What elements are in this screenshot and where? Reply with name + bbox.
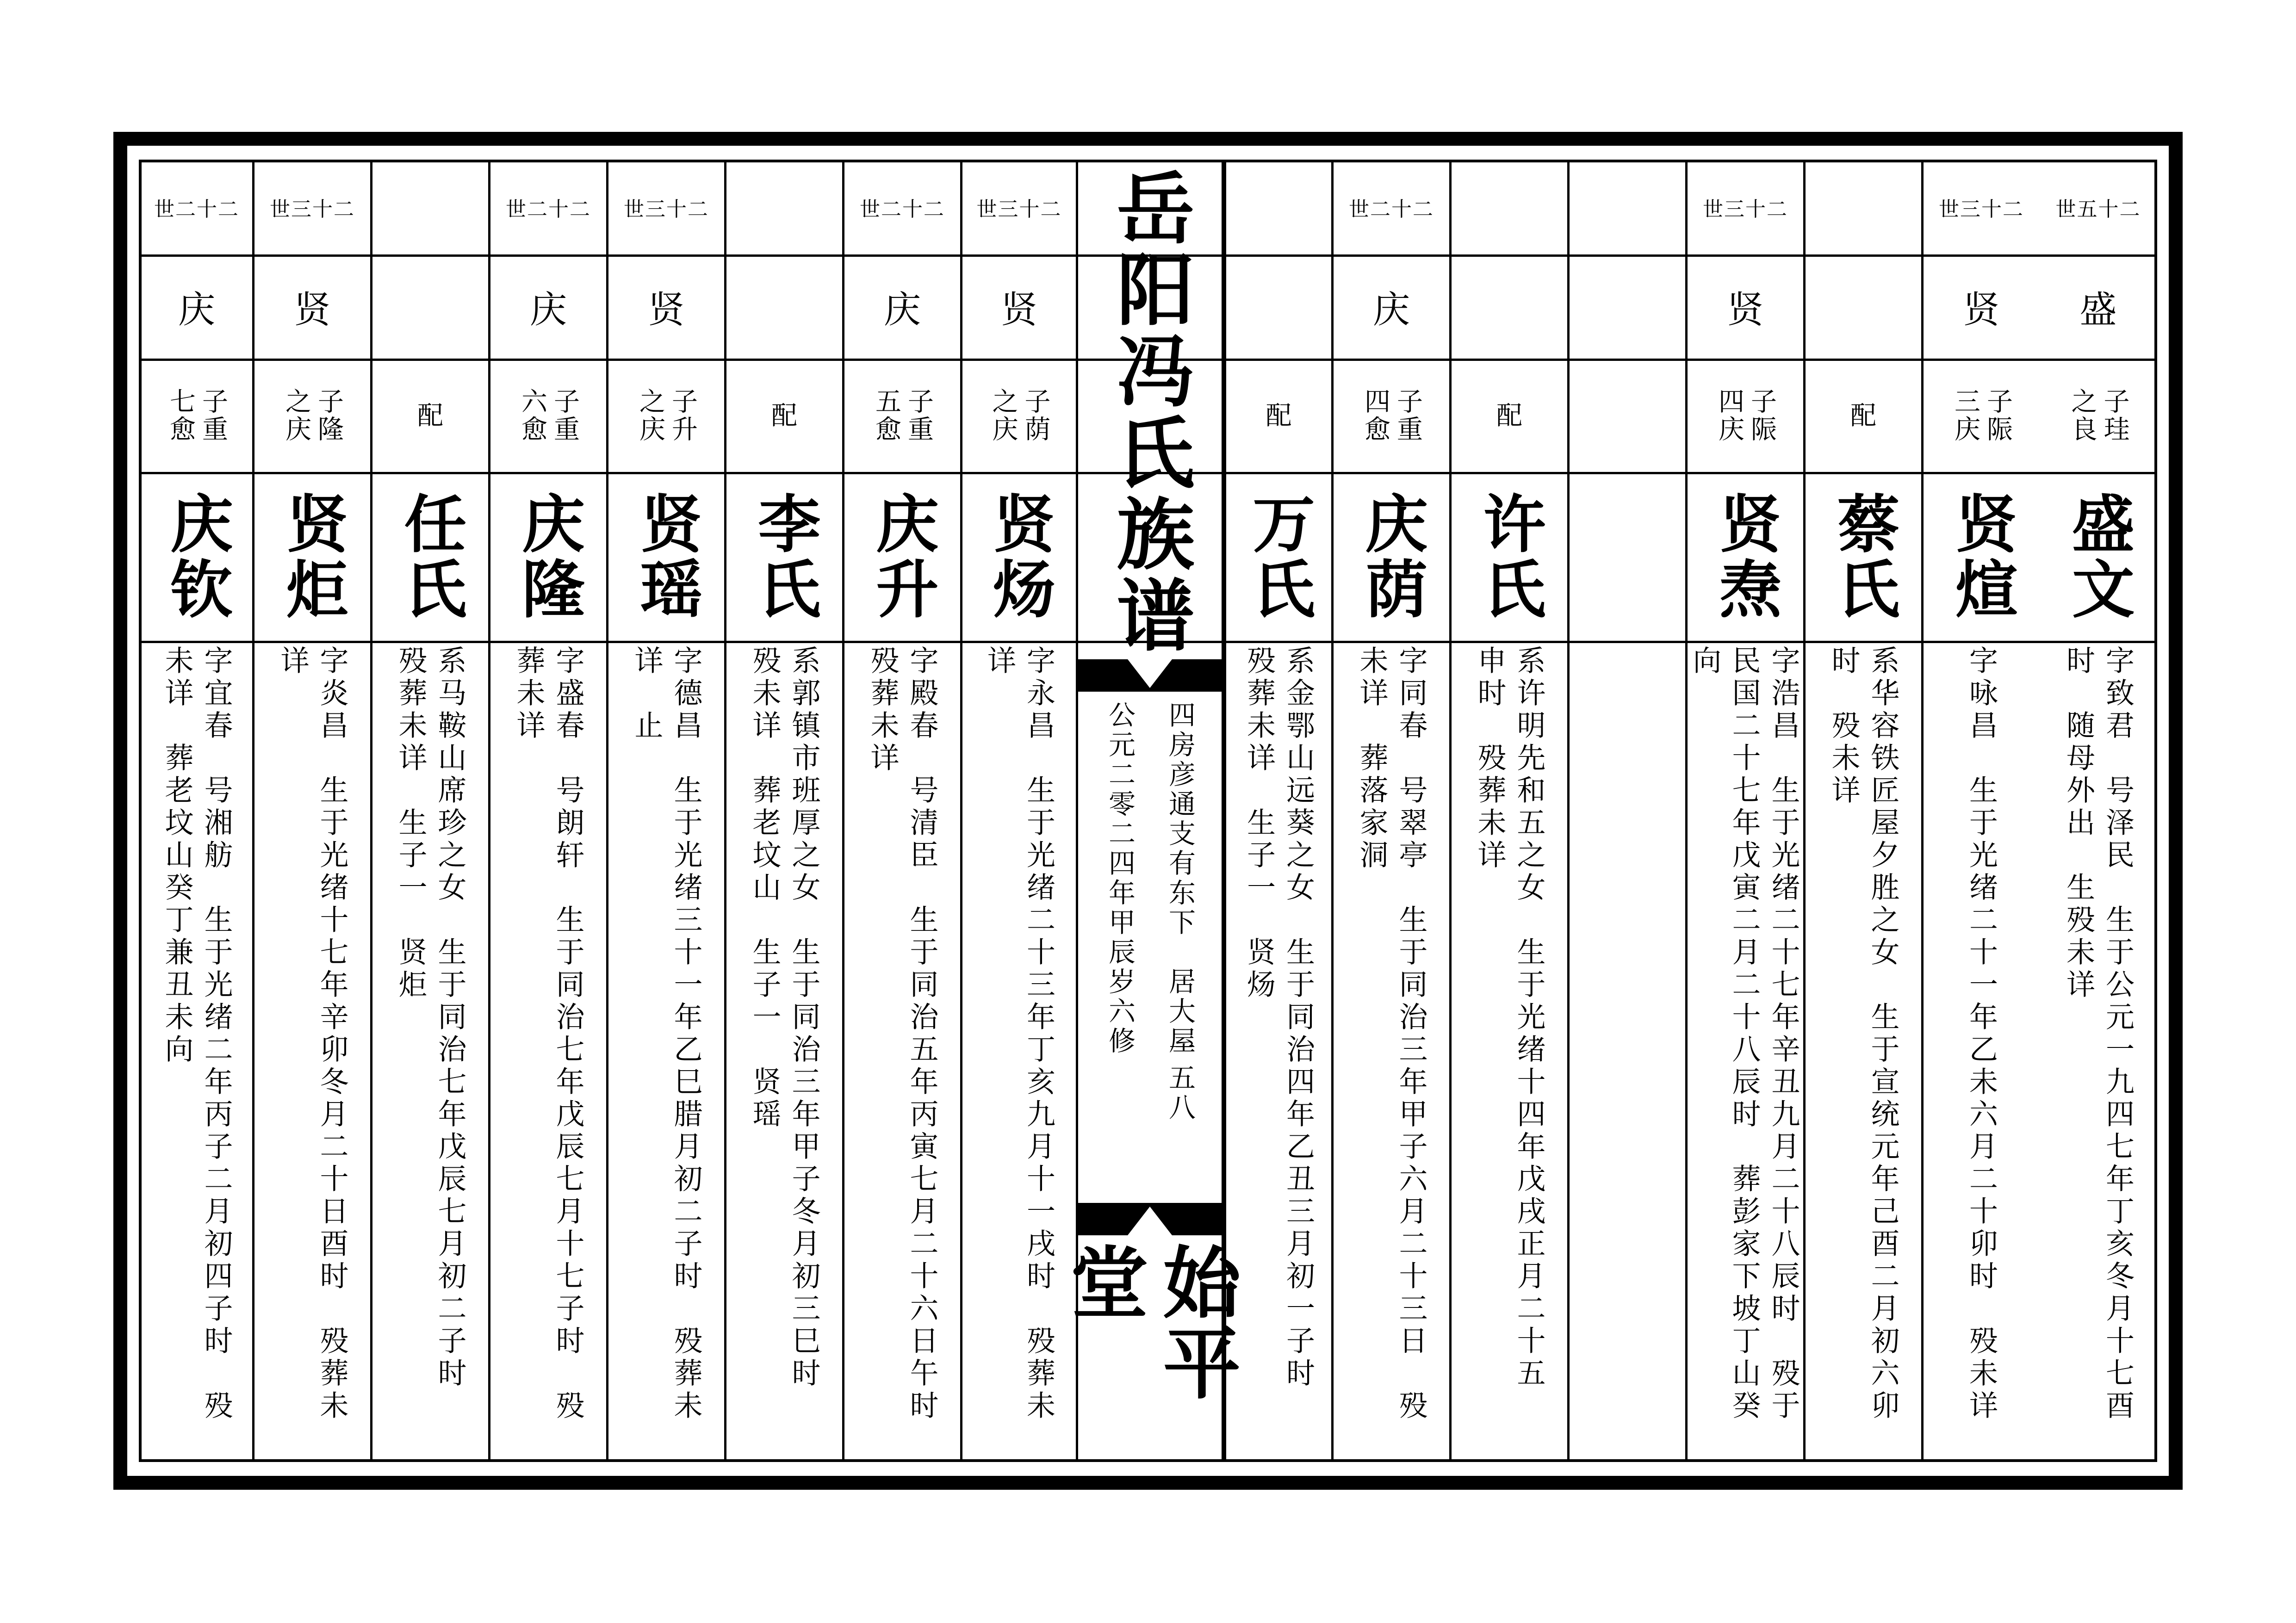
- biography-text: 字同春 号翠亭 生于同治三年甲子六月二十三日 殁 未详 葬落家洞: [1355, 645, 1428, 1423]
- relation-cell: [254, 359, 370, 472]
- relation-cell: [1806, 359, 1921, 472]
- generation-label: 世五十二: [2055, 197, 2141, 221]
- name-cell: [726, 472, 842, 641]
- generation-label: 世三十二: [624, 197, 709, 221]
- relation-cell: [962, 359, 1076, 472]
- name-cell: [1924, 472, 2039, 641]
- person-name: 李氏: [748, 491, 821, 622]
- generation-cell: [1570, 160, 1685, 254]
- generation-character-cell: [1924, 254, 2039, 359]
- relation-text: [282, 388, 342, 443]
- hall-name: [1058, 1242, 1242, 1462]
- relation-text: [414, 402, 447, 429]
- relation-cell: [1334, 359, 1449, 472]
- biography-text: 系华容铁匠屋夕胜之女 生于宣统元年己酉二月初六卯 时 殁未详: [1827, 645, 1900, 1423]
- person-name: 庆隆: [512, 491, 585, 622]
- person-name: 万氏: [1242, 491, 1316, 622]
- generation-character-cell: [844, 254, 960, 359]
- relation-cell: [2039, 359, 2157, 472]
- relation-cell: [1570, 359, 1685, 472]
- biography-cell: [372, 641, 488, 1462]
- biography-cell: [726, 641, 842, 1462]
- hall-name-text: 始平堂: [1058, 1242, 1242, 1403]
- center-spine: [1058, 160, 1242, 1462]
- generation-character-cell: [1570, 254, 1685, 359]
- biography-cell: [1688, 641, 1803, 1462]
- generation-character-cell: [1688, 254, 1803, 359]
- person-name: 盛文: [2061, 491, 2135, 622]
- generation-cell: [608, 160, 724, 254]
- biography-text: 字浩昌 生于光绪二十七年辛丑九月二十八辰时 殁于 民国二十七年戊寅二月二十八辰时 葬彭家下坡丁山癸 向: [1688, 645, 1800, 1423]
- relation-line-a: 四庆: [1714, 387, 1744, 443]
- branch-line: [1148, 701, 1212, 1056]
- generation-character-cell: [2039, 254, 2157, 359]
- generation-character: 庆: [178, 288, 215, 331]
- generation-cell: [141, 160, 252, 254]
- register-column: [370, 160, 488, 1462]
- relation-cell: [372, 359, 488, 472]
- generation-character-cell: [1806, 254, 1921, 359]
- name-cell: [372, 472, 488, 641]
- generation-cell: [372, 160, 488, 254]
- relation-cell: [726, 359, 842, 472]
- generation-character-cell: [726, 254, 842, 359]
- biography-text: 字盛春 号朗轩 生于同治七年戊辰七月十七子时 殁 葬未详: [512, 645, 585, 1423]
- relation-line-b: 子重: [198, 387, 228, 443]
- biography-cell: [1924, 641, 2039, 1462]
- relation-text: [768, 402, 800, 429]
- person-name: 庆荫: [1355, 491, 1428, 622]
- register-column: [252, 160, 370, 1462]
- edition-line: [1087, 701, 1152, 1056]
- relation-cell: [490, 359, 606, 472]
- register-column: [1449, 160, 1567, 1462]
- generation-character: 贤: [1727, 288, 1764, 331]
- relation-text: [1361, 388, 1421, 443]
- biography-cell: [1452, 641, 1567, 1462]
- name-cell: [141, 472, 252, 641]
- relation-text: [1715, 388, 1775, 443]
- name-cell: [1452, 472, 1567, 641]
- generation-character-cell: [608, 254, 724, 359]
- name-cell: [1226, 472, 1331, 641]
- generation-character: 贤: [648, 288, 685, 331]
- person-name: 贤瑶: [630, 491, 703, 622]
- relation-line-a: 七愈: [166, 387, 196, 443]
- relation-line-a: 四愈: [1360, 387, 1390, 443]
- generation-label: 世二十二: [506, 197, 591, 221]
- book-title-text: 岳阳冯氏族谱: [1104, 168, 1196, 657]
- generation-label: 世二十二: [1349, 197, 1434, 221]
- spine-band-bottom: [1078, 1203, 1222, 1235]
- generation-cell: [2039, 160, 2157, 254]
- generation-character: 盛: [2079, 288, 2117, 331]
- name-cell: [962, 472, 1076, 641]
- relation-line-a: 配: [1846, 401, 1876, 429]
- generation-character: 庆: [530, 288, 567, 331]
- generation-cell: [1226, 160, 1331, 254]
- person-name: 贤煊: [1945, 491, 2018, 622]
- branch-text: 四房彦通支有东下 居大屋: [1164, 701, 1196, 1056]
- relation-cell: [608, 359, 724, 472]
- relation-text: [2068, 388, 2128, 443]
- relation-line-a: 三庆: [1950, 387, 1980, 443]
- edition-text: 公元二零二四年甲辰岁六修: [1104, 701, 1136, 1056]
- generation-label: 世三十二: [270, 197, 355, 221]
- biography-text: 字致君 号泽民 生于公元一九四七年丁亥冬月十七酉 时 随母外出 生殁未详: [2061, 645, 2135, 1423]
- generation-label: 世三十二: [1939, 197, 2024, 221]
- name-cell: [490, 472, 606, 641]
- generation-cell: [1688, 160, 1803, 254]
- person-name: 许氏: [1473, 491, 1546, 622]
- relation-line-b: 子隆: [314, 387, 344, 443]
- register-column: [488, 160, 606, 1462]
- generation-label: 世二十二: [860, 197, 945, 221]
- generation-cell: [844, 160, 960, 254]
- register-column: [1685, 160, 1803, 1462]
- generation-character-cell: [372, 254, 488, 359]
- biography-cell: [1806, 641, 1921, 1462]
- relation-line-a: 配: [767, 401, 797, 429]
- relation-line-a: 六愈: [517, 387, 547, 443]
- relation-line-a: 之庆: [988, 387, 1018, 443]
- relation-line-b: 子重: [904, 387, 934, 443]
- generation-character-cell: [254, 254, 370, 359]
- register-column: [606, 160, 724, 1462]
- generation-character-cell: [1334, 254, 1449, 359]
- person-name: 贤炬: [276, 491, 349, 622]
- biography-cell: [844, 641, 960, 1462]
- relation-cell: [1688, 359, 1803, 472]
- biography-text: 系马鞍山席珍之女 生于同治七年戊辰七月初二子时 殁葬未详 生子一 贤炬: [394, 645, 467, 1390]
- register-column: [1803, 160, 1921, 1462]
- relation-line-a: 配: [1492, 401, 1522, 429]
- generation-label: 世三十二: [976, 197, 1062, 221]
- name-cell: [608, 472, 724, 641]
- generation-cell: [962, 160, 1076, 254]
- relation-cell: [1924, 359, 2039, 472]
- register-column: [1331, 160, 1449, 1462]
- biography-text: 系许明先和五之女 生于光绪十四年戊戌正月二十五 申时 殁葬未详: [1473, 645, 1546, 1390]
- relation-text: [636, 388, 696, 443]
- relation-line-b: 子重: [1393, 387, 1423, 443]
- biography-text: 字永昌 生于光绪二十三年丁亥九月十一戌时 殁葬未 详: [982, 645, 1056, 1423]
- relation-text: [989, 388, 1049, 443]
- person-name: 贤焘: [1709, 491, 1782, 622]
- register-column: [842, 160, 960, 1462]
- relation-line-b: 子重: [550, 387, 580, 443]
- generation-character: 贤: [1963, 288, 2000, 331]
- relation-text: [1951, 388, 2011, 443]
- relation-line-a: 五愈: [871, 387, 901, 443]
- register-column: [139, 160, 252, 1462]
- name-cell: [844, 472, 960, 641]
- register-column: [1921, 160, 2039, 1462]
- relation-text: [167, 388, 227, 443]
- biography-cell: [2039, 641, 2157, 1462]
- relation-text: [872, 388, 932, 443]
- person-name: 庆升: [866, 491, 939, 622]
- relation-text: [1847, 402, 1880, 429]
- relation-text: [1493, 402, 1526, 429]
- biography-cell: [254, 641, 370, 1462]
- relation-text: [518, 388, 578, 443]
- biography-text: 字宜春 号湘舫 生于光绪二年丙子二月初四子时 殁 未详 葬老坟山癸丁兼丑未向: [160, 645, 233, 1423]
- generation-character-cell: [1226, 254, 1331, 359]
- biography-cell: [141, 641, 252, 1462]
- generation-character-cell: [141, 254, 252, 359]
- person-name: 庆钦: [160, 491, 234, 622]
- relation-line-b: 子陙: [1983, 387, 2013, 443]
- biography-text: 字炎昌 生于光绪十七年辛卯冬月二十日酉时 殁葬未 详: [276, 645, 349, 1423]
- biography-text: 字殿春 号清臣 生于同治五年丙寅七月二十六日午时 殁葬未详: [866, 645, 939, 1423]
- relation-line-b: 子升: [668, 387, 698, 443]
- biography-cell: [490, 641, 606, 1462]
- generation-character-cell: [1452, 254, 1567, 359]
- relation-cell: [844, 359, 960, 472]
- register-column: [724, 160, 842, 1462]
- biography-text: 字德昌 生于光绪三十一年乙巳腊月初二子时 殁葬未 详 止: [630, 645, 703, 1423]
- generation-cell: [254, 160, 370, 254]
- person-name: 贤炀: [982, 491, 1056, 622]
- biography-cell: [1334, 641, 1449, 1462]
- relation-line-a: 之庆: [635, 387, 665, 443]
- relation-cell: [1452, 359, 1567, 472]
- page-number-text: 一五八: [1164, 1034, 1196, 1123]
- relation-text: [1263, 402, 1295, 429]
- name-cell: [1806, 472, 1921, 641]
- generation-label: 世三十二: [1703, 197, 1788, 221]
- relation-line-a: 配: [1261, 401, 1292, 429]
- generation-cell: [1334, 160, 1449, 254]
- biography-cell: [1570, 641, 1685, 1462]
- biography-text: 系金鄂山远葵之女 生于同治四年乙丑三月初一子时 殁葬未详 生子一 贤炀: [1242, 645, 1316, 1390]
- person-name: 蔡氏: [1827, 491, 1900, 622]
- register-column: [1567, 160, 1685, 1462]
- generation-character-cell: [490, 254, 606, 359]
- name-cell: [1570, 472, 1685, 641]
- spine-band-top: [1078, 659, 1222, 692]
- generation-character: 贤: [294, 288, 331, 331]
- generation-character-cell: [962, 254, 1076, 359]
- name-cell: [1688, 472, 1803, 641]
- name-cell: [2039, 472, 2157, 641]
- relation-cell: [141, 359, 252, 472]
- relation-line-b: 子荫: [1020, 387, 1051, 443]
- generation-character: 庆: [884, 288, 921, 331]
- book-title: [1078, 160, 1222, 659]
- relation-cell: [1226, 359, 1331, 472]
- name-cell: [254, 472, 370, 641]
- generation-cell: [490, 160, 606, 254]
- biography-text: 字咏昌 生于光绪二十一年乙未六月二十卯时 殁未详: [1964, 645, 1998, 1423]
- generation-cell: [1806, 160, 1921, 254]
- biography-text: 系郭镇市班厚之女 生于同治三年甲子冬月初三巳时 殁未详 葬老坟山 生子一 贤瑶: [748, 645, 821, 1390]
- generation-cell: [1452, 160, 1567, 254]
- relation-line-a: 之庆: [281, 387, 311, 443]
- relation-line-b: 子陙: [1747, 387, 1777, 443]
- generation-cell: [1924, 160, 2039, 254]
- name-cell: [1334, 472, 1449, 641]
- relation-line-a: 配: [413, 401, 443, 429]
- person-name: 任氏: [394, 491, 467, 622]
- generation-character: 贤: [1000, 288, 1038, 331]
- relation-line-a: 之良: [2067, 387, 2097, 443]
- generation-label: 世二十二: [154, 197, 239, 221]
- biography-cell: [608, 641, 724, 1462]
- page-number: [1148, 1034, 1212, 1123]
- generation-cell: [726, 160, 842, 254]
- generation-character: 庆: [1373, 288, 1410, 331]
- relation-line-b: 子珪: [2099, 387, 2130, 443]
- register-column: [2039, 160, 2157, 1462]
